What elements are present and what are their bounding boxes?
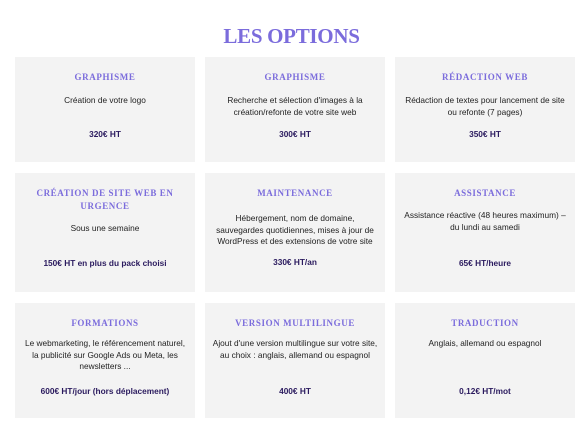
option-price: 350€ HT [469,129,501,139]
option-price: 320€ HT [89,129,121,139]
option-title: ASSISTANCE [454,188,516,198]
option-card-graphisme-images [205,57,385,162]
option-description: Rédaction de textes pour lancement de site ou refonte (7 pages) [405,95,565,117]
option-price: 600€ HT/jour (hors déplacement) [40,386,170,396]
option-title: CRÉATION DE SITE WEB EN URGENCE [36,188,174,211]
option-card-maintenance [205,173,385,292]
option-price: 400€ HT [279,386,311,396]
option-card-assistance [395,173,575,292]
option-description: Hébergement, nom de domaine, sauvegardes quotidiennes, mises à jour de WordPress et des extensions de votre site [216,213,374,246]
option-description: Recherche et sélection d'images à la création/refonte de votre site web [227,95,363,117]
option-card-traduction [395,303,575,418]
option-price: 300€ HT [279,129,311,139]
option-price: 330€ HT/an [273,257,317,267]
options-grid [15,57,575,418]
option-title: VERSION MULTILINGUE [235,318,355,328]
option-price: 65€ HT/heure [458,258,512,268]
page-title: LES OPTIONS [223,24,360,48]
option-title: GRAPHISME [74,72,136,82]
option-card-multilingue [205,303,385,418]
option-card-graphisme-logo [15,57,195,162]
option-title: FORMATIONS [71,318,139,328]
option-title: TRADUCTION [451,318,519,328]
option-card-urgence [15,173,195,292]
option-title: RÉDACTION WEB [442,72,528,82]
option-description: Sous une semaine [70,223,140,233]
option-description: Assistance réactive (48 heures maximum) – du lundi au samedi [404,210,566,232]
option-title: MAINTENANCE [257,188,333,198]
option-card-redaction-web [395,57,575,162]
option-description: Ajout d'une version multilingue sur votre site, au choix : anglais, allemand ou espagnol [212,338,378,360]
option-description: Création de votre logo [64,95,146,105]
option-price: 150€ HT en plus du pack choisi [43,258,167,268]
option-description: Anglais, allemand ou espagnol [428,338,542,348]
option-card-formations [15,303,195,418]
option-description: Le webmarketing, le référencement naturel, la publicité sur Google Ads ou Meta, les newsletters ... [24,338,186,371]
option-price: 0,12€ HT/mot [459,386,511,396]
option-title: GRAPHISME [264,72,326,82]
